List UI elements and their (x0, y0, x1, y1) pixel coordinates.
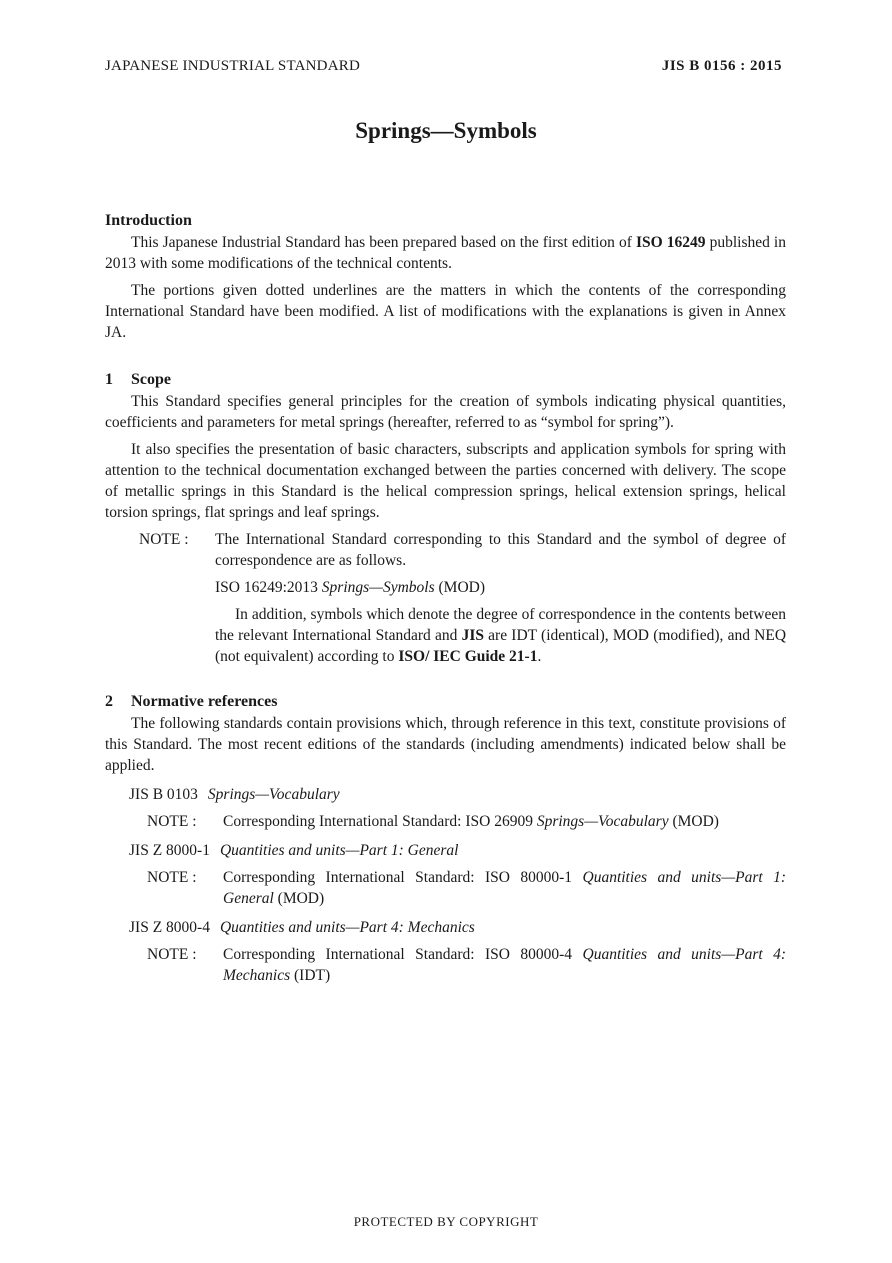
document-title: Springs—Symbols (355, 118, 537, 143)
normative-references-heading: 2 Normative references (105, 693, 278, 710)
note-label: NOTE : (139, 531, 189, 548)
reference-entry: JIS B 0103 Springs—Vocabulary (129, 786, 340, 803)
normative-references-paragraph: The following standards contain provisions which, through reference in this text, constitute provisions of this Standard. The most recent editions of the standards (including amendments) indicated below shall be applied. (105, 715, 786, 774)
reference-entry: JIS Z 8000-4 Quantities and units—Part 4: Mechanics (129, 919, 475, 936)
reference-note: NOTE : Corresponding International Standard: ISO 80000-1 Quantities and units—Part 1: General (MOD) (147, 869, 787, 907)
copyright-footer: PROTECTED BY COPYRIGHT (353, 1214, 539, 1229)
scope-paragraph-2: It also specifies the presentation of basic characters, subscripts and application symbols for spring with attention to the technical documentation exchanged between the parties concerned with delivery. The scope of metallic springs in this Standard is the helical compression springs, helical extension springs, helical torsion springs, flat springs and leaf springs. (105, 441, 786, 521)
scope-note (139, 529, 786, 571)
introduction-paragraph-2: The portions given dotted underlines are the matters in which the contents of the corresponding International Standard have been modified. A list of modifications with the explanations is given in Annex JA. (105, 282, 786, 341)
reference-entry: JIS Z 8000-1 Quantities and units—Part 1: General (129, 842, 459, 859)
header-standard-name: JAPANESE INDUSTRIAL STANDARD (105, 58, 360, 74)
header-standard-number: JIS B 0156 : 2015 (661, 58, 782, 74)
scope-paragraph-1: This Standard specifies general principles for the creation of symbols indicating physical quantities, coefficients and parameters for metal springs (hereafter, referred to as “symbol for spring”). (105, 393, 786, 431)
reference-note: NOTE : Corresponding International Standard: ISO 26909 Springs—Vocabulary (MOD) (147, 813, 719, 830)
iso-reference: ISO 16249 (635, 234, 706, 251)
introduction-paragraph-1: This Japanese Industrial Standard has been prepared based on the first edition of ISO 16249 published in 2013 with some modifications of the technical contents. (105, 234, 786, 272)
introduction-section (105, 210, 786, 343)
correspondence-explanation: In addition, symbols which denote the degree of correspondence in the contents between the relevant International Standard and JIS are IDT (identical), MOD (modified), and NEQ (not equivalent) according to ISO/ IEC Guide 21-1. (215, 606, 787, 665)
normative-references-section (105, 691, 786, 986)
document-body (105, 210, 786, 992)
reference-note: NOTE : Corresponding International Standard: ISO 80000-4 Quantities and units—Part 4: Mechanics (IDT) (147, 946, 787, 984)
introduction-heading: Introduction (105, 212, 192, 229)
scope-section (105, 369, 786, 667)
iso-correspondence: ISO 16249:2013 Springs—Symbols (MOD) (215, 579, 485, 596)
note-text: The International Standard corresponding to this Standard and the symbol of degree of correspondence are as follows. (215, 531, 786, 569)
scope-heading: 1 Scope (105, 371, 171, 388)
